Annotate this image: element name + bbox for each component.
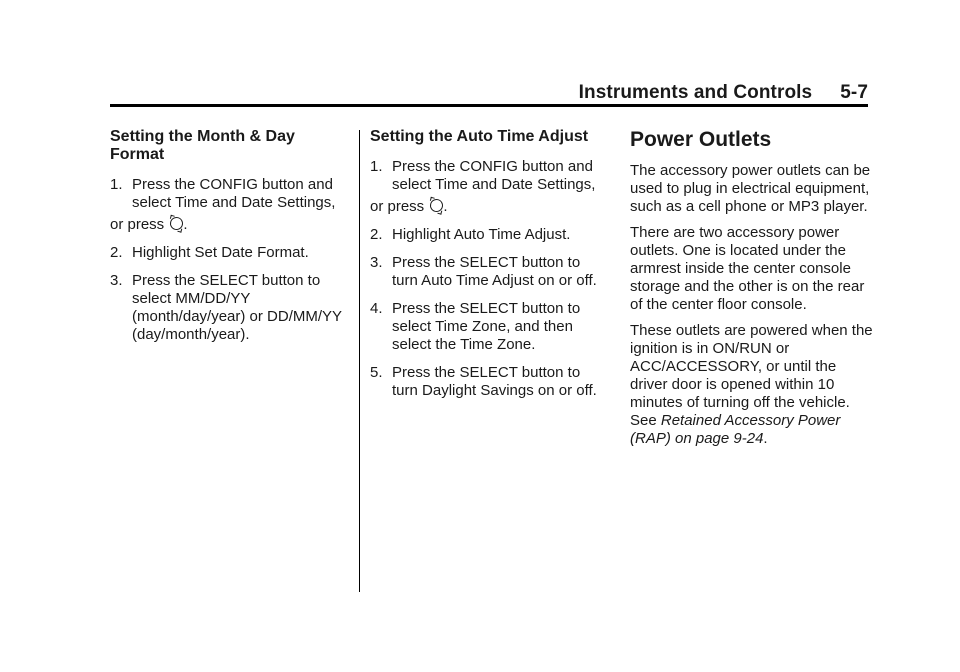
steps-list — [110, 176, 345, 344]
list-item: 2. Highlight Auto Time Adjust. — [370, 226, 571, 243]
page-header — [579, 82, 868, 104]
list-item: 4. Press the SELECT button to select Time Zone, and then select the Time Zone. — [370, 300, 581, 353]
list-item: 1. Press the CONFIG button and select Time and Date Settings, or press . — [370, 158, 596, 215]
list-item: 1. Press the CONFIG button and select Time and Date Settings, or press . — [110, 176, 336, 233]
paragraph: These outlets are powered when the ignition is in ON/RUN or ACC/ACCESSORY, or until the driver door is opened within 10 minutes of turning off the vehicle. See Retained Accessory Power (RAP) on page 9-24. — [630, 322, 873, 447]
page-number: 5-7 — [840, 82, 868, 103]
header-rule — [110, 104, 868, 107]
paragraph: The accessory power outlets can be used to plug in electrical equipment, such as a cell phone or MP3 player. — [630, 162, 871, 215]
column-auto-time-adjust — [370, 128, 610, 410]
list-item: 3. Press the SELECT button to turn Auto Time Adjust on or off. — [370, 254, 597, 289]
column-power-outlets — [630, 128, 875, 456]
heading-auto-time-adjust: Setting the Auto Time Adjust — [370, 128, 589, 145]
heading-month-day-format: Setting the Month & Day Format — [110, 128, 295, 163]
steps-list — [370, 158, 610, 400]
column-month-day-format — [110, 128, 345, 354]
cross-reference-link[interactable]: Retained Accessory Power (RAP) on page 9-24 — [630, 412, 841, 447]
list-item: 3. Press the SELECT button to select MM/DD/YY (month/day/year) or DD/MM/YY (day/month/year). — [110, 272, 342, 343]
column-divider — [359, 130, 360, 592]
list-item: 5. Press the SELECT button to turn Daylight Savings on or off. — [370, 364, 597, 399]
section-title: Instruments and Controls — [578, 82, 813, 103]
paragraph: There are two accessory power outlets. One is located under the armrest inside the center console storage and the other is on the rear of the center floor console. — [630, 224, 865, 313]
heading-power-outlets: Power Outlets — [630, 128, 772, 151]
list-item: 2. Highlight Set Date Format. — [110, 244, 309, 261]
